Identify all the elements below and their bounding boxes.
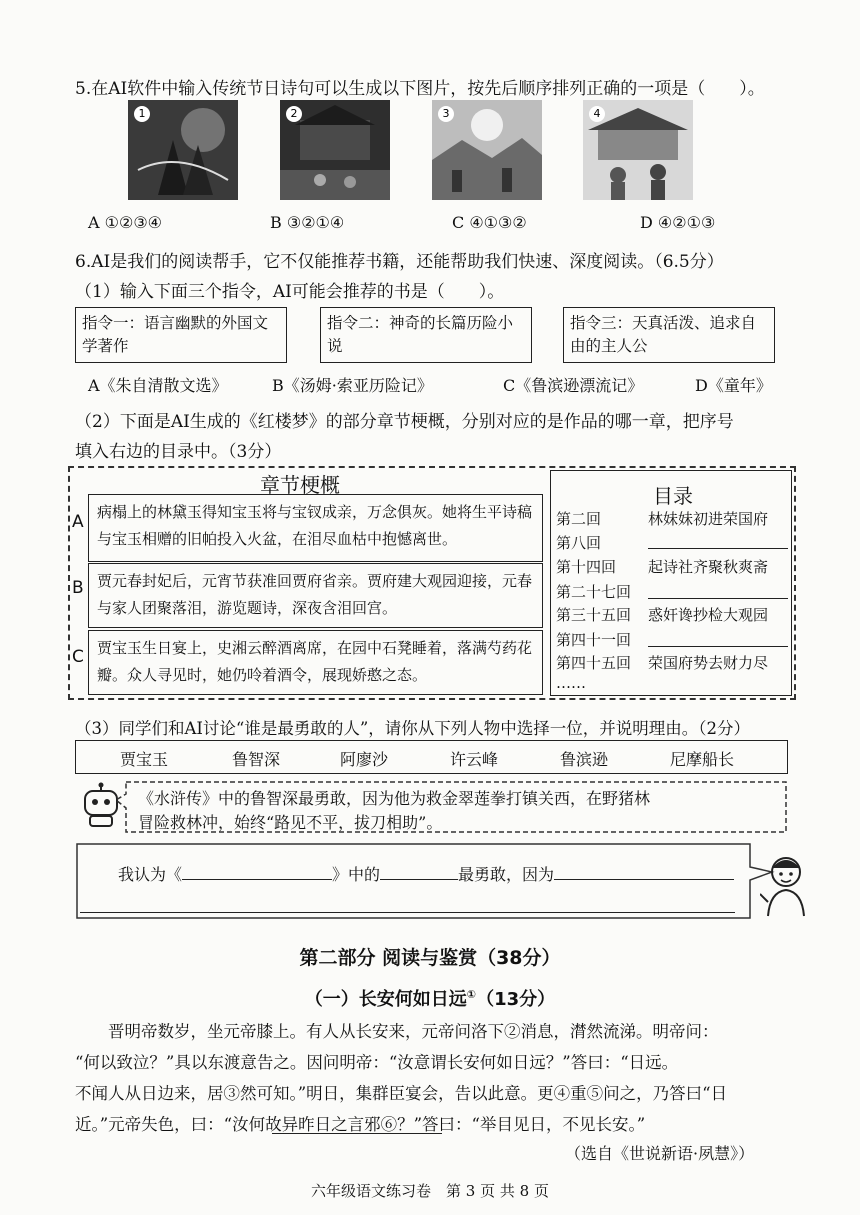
festival-image-1 bbox=[128, 100, 238, 200]
section-title bbox=[0, 985, 860, 1011]
question-6-stem: 6.AI是我们的阅读帮手，它不仅能推荐书籍，还能帮助我们快速、深度阅读。（6.5分） bbox=[75, 252, 724, 272]
passage-line-3: 不闻人从日边来，居③然可知。”明日，集群臣宴会，告以此意。更④重⑤问之，乃答曰“日 bbox=[75, 1084, 728, 1103]
toc-chapter: 第四十一回 bbox=[556, 631, 632, 649]
answer-part-2: 》中的 bbox=[332, 865, 381, 884]
q5-option-b: B ③②①④ bbox=[270, 213, 345, 232]
ai-answer-line1: 《水浒传》中的鲁智深最勇敢，因为他为救金翠莲拳打镇关西，在野猪林 bbox=[138, 789, 651, 808]
festival-image-3 bbox=[432, 100, 542, 200]
toc-blank-1[interactable] bbox=[648, 548, 788, 549]
answer-sentence bbox=[118, 862, 734, 885]
toc-blank-2[interactable] bbox=[648, 598, 788, 599]
character-name: 阿廖沙 bbox=[340, 750, 389, 769]
command-3: 指令三：天真活泼、追求自由的主人公 bbox=[563, 307, 775, 363]
toc-title-entry: 林妹妹初进荣国府 bbox=[648, 510, 769, 528]
passage-line-2: “何以致泣？”具以东渡意告之。因问明帝：“汝意谓长安何如日远？”答曰：“日远。 bbox=[75, 1053, 679, 1072]
character-name: 尼摩船长 bbox=[670, 750, 735, 769]
toc-blank-3[interactable] bbox=[648, 646, 788, 647]
q6-sub2-stem-line1: （2）下面是AI生成的《红楼梦》的部分章节梗概，分别对应的是作品的哪一章，把序号 bbox=[75, 412, 734, 432]
command-1: 指令一：语言幽默的外国文学著作 bbox=[75, 307, 287, 363]
summary-a: 病榻上的林黛玉得知宝玉将与宝钗成亲，万念俱灰。她将生平诗稿与宝玉相赠的旧帕投入火盆，在泪尽血枯中抱憾离世。 bbox=[88, 494, 543, 562]
image-number: 4 bbox=[589, 106, 605, 122]
passage-source: （选自《世说新语·夙慧》） bbox=[565, 1144, 755, 1163]
section-score: （13分） bbox=[476, 989, 556, 1010]
toc-chapter: 第四十五回 bbox=[556, 654, 632, 672]
underline-mark bbox=[272, 1133, 442, 1134]
summary-title: 章节梗概 bbox=[260, 473, 340, 497]
reason-line-2[interactable] bbox=[80, 912, 735, 913]
q6-sub1-stem: （1）输入下面三个指令，AI可能会推荐的书是（ ）。 bbox=[75, 282, 505, 302]
toc-chapter: 第二回 bbox=[556, 510, 602, 528]
image-number: 2 bbox=[286, 106, 302, 122]
character-name: 许云峰 bbox=[450, 750, 499, 769]
character-name: 鲁智深 bbox=[232, 750, 281, 769]
q6-sub3-stem: （3）同学们和AI讨论“谁是最勇敢的人”，请你从下列人物中选择一位，并说明理由。（2分） bbox=[75, 719, 751, 738]
summary-c: 贾宝玉生日宴上，史湘云醉酒离席，在园中石凳睡着，落满芍药花瓣。众人寻见时，她仍呤着酒令，展现娇憨之态。 bbox=[88, 630, 543, 695]
toc-chapter: 第二十七回 bbox=[556, 583, 632, 601]
q6-sub2-stem-line2: 填入右边的目录中。（3分） bbox=[75, 442, 282, 462]
command-2: 指令二：神奇的长篇历险小说 bbox=[320, 307, 532, 363]
toc-title: 目录 bbox=[653, 484, 693, 508]
part2-title: 第二部分 阅读与鉴赏（38分） bbox=[299, 947, 561, 969]
q5-option-a: A ①②③④ bbox=[88, 213, 163, 232]
ai-answer-line2: 冒险救林冲，始终“路见不平，拔刀相助”。 bbox=[138, 813, 443, 832]
question-5-stem: 5.在AI软件中输入传统节日诗句可以生成以下图片，按先后顺序排列正确的一项是（ ）。 bbox=[75, 79, 765, 99]
reason-blank[interactable] bbox=[554, 879, 734, 880]
character-name: 贾宝玉 bbox=[120, 750, 169, 769]
character-blank[interactable] bbox=[380, 879, 458, 880]
book-blank[interactable] bbox=[182, 879, 332, 880]
page-footer: 六年级语文练习卷 第 3 页 共 8 页 bbox=[311, 1182, 549, 1200]
toc-title-entry: 惑奸谗抄检大观园 bbox=[648, 606, 769, 624]
q5-option-d: D ④②①③ bbox=[640, 213, 716, 232]
summary-letter-c: C bbox=[72, 647, 84, 667]
toc-title-entry: 荣国府势去财力尽 bbox=[648, 654, 769, 672]
answer-part-3: 最勇敢，因为 bbox=[458, 865, 555, 884]
festival-image-4 bbox=[583, 100, 693, 200]
toc-chapter: 第十四回 bbox=[556, 558, 617, 576]
toc-chapter: 第八回 bbox=[556, 534, 602, 552]
q6-option-d: D《童年》 bbox=[695, 376, 772, 395]
toc-more: …… bbox=[556, 674, 586, 692]
q6-option-c: C《鲁滨逊漂流记》 bbox=[503, 376, 644, 395]
summary-letter-a: A bbox=[72, 512, 84, 532]
q6-option-a: A《朱自清散文选》 bbox=[88, 376, 228, 395]
q6-option-b: B《汤姆·索亚历险记》 bbox=[272, 376, 433, 395]
section-footnote-mark: ① bbox=[466, 988, 477, 1001]
summary-letter-b: B bbox=[72, 578, 84, 598]
summary-b: 贾元春封妃后，元宵节获准回贾府省亲。贾府建大观园迎接，元春与家人团聚落泪，游览题诗，深夜含泪回宫。 bbox=[88, 563, 543, 628]
image-number: 1 bbox=[134, 106, 150, 122]
toc-title-entry: 起诗社齐聚秋爽斋 bbox=[648, 558, 769, 576]
answer-part-1: 我认为《 bbox=[118, 865, 183, 884]
character-name: 鲁滨逊 bbox=[560, 750, 609, 769]
section-name: （一）长安何如日远 bbox=[304, 989, 467, 1010]
passage-line-1: 晋明帝数岁，坐元帝膝上。有人从长安来，元帝问洛下②消息，潸然流涕。明帝问： bbox=[108, 1022, 719, 1041]
student-icon bbox=[760, 852, 812, 918]
passage-line-4: 近。”元帝失色，曰：“汝何故异昨日之言邪⑥？”答曰：“举目见日，不见长安。” bbox=[75, 1115, 646, 1134]
festival-image-2 bbox=[280, 100, 390, 200]
image-number: 3 bbox=[438, 106, 454, 122]
q5-option-c: C ④①③② bbox=[452, 213, 527, 232]
toc-chapter: 第三十五回 bbox=[556, 606, 632, 624]
